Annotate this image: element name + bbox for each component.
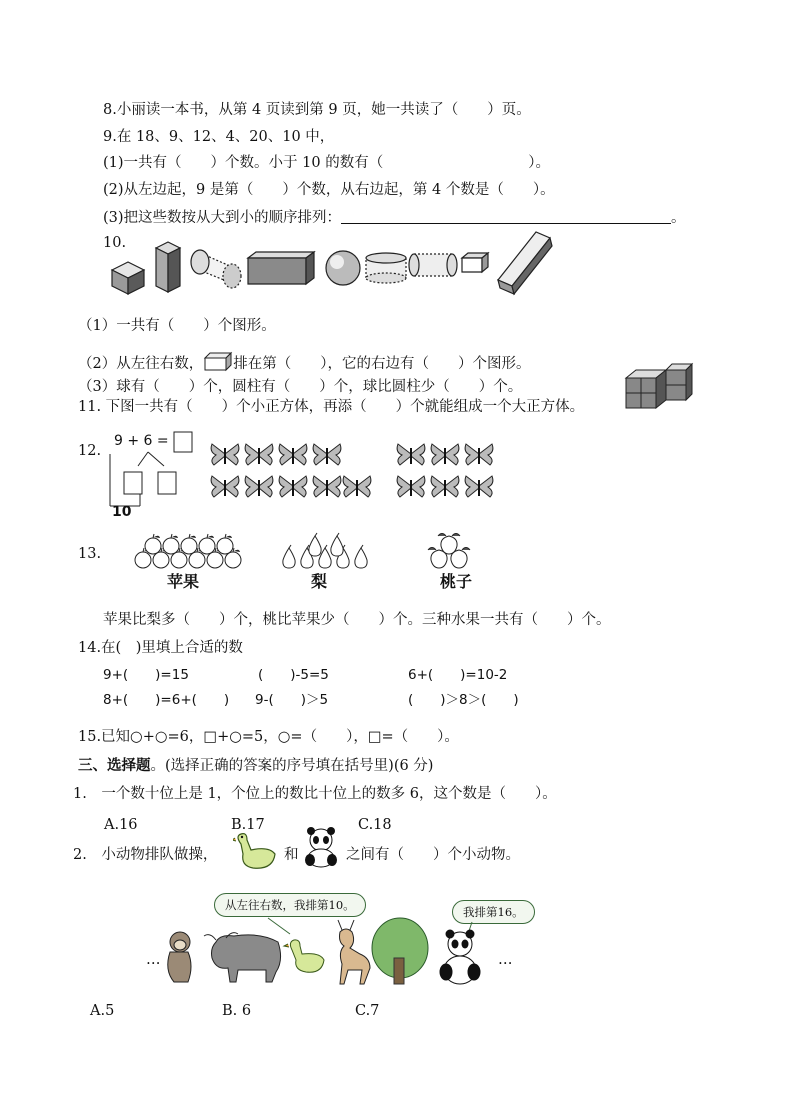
slanted-cuboid-shape — [498, 232, 552, 294]
small-cubes-figure — [622, 362, 694, 412]
choice-2-text-c: 之间有（ ）个小动物。 — [346, 847, 520, 863]
question-10-part-3: （3）球有（ ）个，圆柱有（ ）个，球比圆柱少（ ）个。 — [78, 379, 523, 395]
cube-shape — [112, 262, 144, 294]
q14-row2-item3: ( )＞8＞( ) — [408, 692, 519, 708]
small-cuboid-icon — [203, 350, 233, 372]
choice-2-option-b[interactable]: B. 6 — [222, 1003, 252, 1019]
panda-icon — [440, 930, 480, 984]
question-12-number: 12. — [78, 443, 102, 459]
answer-box — [174, 432, 192, 452]
peaches — [428, 534, 470, 569]
pear-label: 梨 — [311, 572, 328, 591]
tall-cuboid-shape — [156, 242, 180, 292]
question-11: 11. 下图一共有（ ）个小正方体，再添（ ）个就能组成一个大正方体。 — [78, 399, 585, 415]
section-3-title — [78, 756, 433, 776]
choice-2-option-c[interactable]: C.7 — [355, 1003, 380, 1019]
tree-icon — [372, 918, 428, 984]
choice-question-2 — [73, 845, 217, 865]
choice-2-text-a: 2. 小动物排队做操， — [73, 847, 218, 863]
lying-cylinder-shape — [191, 250, 241, 288]
butterflies-figure — [210, 438, 510, 500]
question-9-part-1: (1)一共有（ ）个数。小于 10 的数有（ ）。 — [103, 155, 550, 171]
monkey-icon — [168, 932, 191, 982]
fruits-figure — [134, 528, 474, 572]
q14-row2-item1: 8+( )=6+( ) — [103, 692, 230, 708]
q14-row2-item2: 9-( )＞5 — [255, 692, 329, 708]
question-9-part-2: (2)从左边起，9 是第（ ）个数，从右边起，第 4 个数是（ ）。 — [103, 182, 555, 198]
q14-row1-item1: 9+( )=15 — [103, 667, 189, 683]
question-8: 8.小丽读一本书，从第 4 页读到第 9 页，她一共读了（ ）页。 — [103, 102, 531, 118]
long-cuboid-shape — [248, 252, 314, 284]
question-10-part-1: （1）一共有（ ）个图形。 — [78, 318, 276, 334]
question-13-text: 苹果比梨多（ ）个，桃比苹果少（ ）个。三种水果一共有（ ）个。 — [103, 612, 611, 628]
question-14-stem: 14.在( )里填上合适的数 — [78, 640, 243, 656]
q14-row1-item2: ( )-5=5 — [258, 667, 329, 683]
choice-2-option-a[interactable]: A.5 — [90, 1003, 115, 1019]
solid-shapes-figure — [108, 228, 558, 298]
question-15: 15.已知○+○=6，□+○=5，○=（ ），□=（ ）。 — [78, 729, 459, 745]
speech-bubble-panda: 我排第16。 — [452, 900, 535, 924]
panda-icon — [302, 826, 340, 868]
question-9-part-3-label: (3)把这些数按从大到小的顺序排列： — [103, 210, 342, 226]
question-10-part-2-b: 排在第（ ），它的右边有（ ）个图形。 — [233, 356, 531, 372]
buffalo-icon — [204, 933, 281, 982]
choice-1-option-a[interactable]: A.16 — [104, 817, 138, 833]
animal-lineup-figure — [160, 912, 500, 992]
speech-bubble-duck: 从左往右数，我排第10。 — [214, 893, 366, 917]
q14-row1-item3: 6+( )=10-2 — [408, 667, 508, 683]
choice-1-option-b[interactable]: B.17 — [231, 817, 265, 833]
answer-underline[interactable] — [341, 209, 671, 224]
question-10-part-2 — [78, 350, 530, 374]
question-12-expression: 9 + 6 = — [114, 433, 169, 449]
choice-1-option-c[interactable]: C.18 — [358, 817, 392, 833]
peach-label: 桃子 — [440, 572, 473, 591]
question-13-number: 13. — [78, 546, 102, 562]
ellipsis-right: … — [498, 952, 513, 968]
answer-box — [158, 472, 176, 494]
short-cylinder-shape — [366, 253, 406, 283]
answer-box — [124, 472, 142, 494]
apple-label: 苹果 — [167, 572, 200, 591]
ellipsis-left: … — [146, 952, 161, 968]
question-10-number: 10. — [103, 235, 127, 251]
question-9-part-3-end: 。 — [671, 210, 686, 226]
question-9-stem: 9.在 18、9、12、4、20、10 中， — [103, 129, 335, 145]
duck-icon — [284, 940, 324, 972]
medium-cylinder-shape — [409, 254, 457, 276]
section-3-note: 。(选择正确的答案的序号填在括号里)(6 分) — [150, 758, 434, 774]
section-3-heading: 三、选择题 — [78, 758, 151, 774]
question-10-part-2-a: （2）从左往右数， — [78, 356, 204, 372]
apples — [135, 534, 241, 568]
sphere-shape — [326, 251, 360, 285]
duck-icon — [233, 830, 279, 874]
small-cuboid-shape — [462, 253, 488, 272]
pears — [283, 533, 367, 568]
deer-icon — [338, 920, 370, 984]
choice-question-1: 1. 一个数十位上是 1，个位上的数比十位上的数多 6，这个数是（ ）。 — [73, 786, 557, 802]
ten-label: 10 — [112, 504, 132, 520]
choice-2-text-b: 和 — [284, 847, 299, 863]
question-9-part-3 — [103, 208, 686, 228]
